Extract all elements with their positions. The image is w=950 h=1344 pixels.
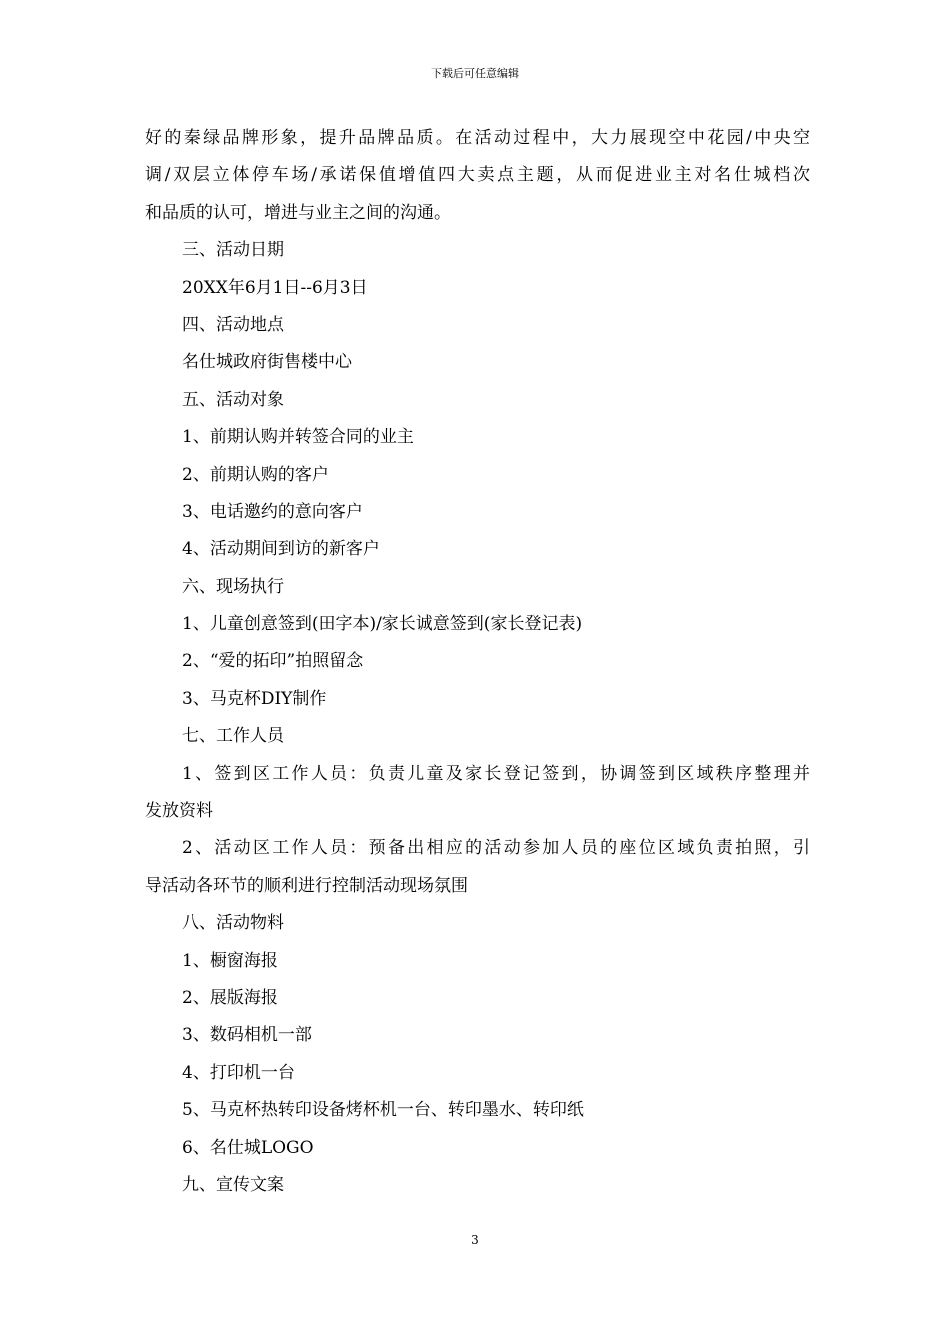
list-item: 1、前期认购并转签合同的业主 xyxy=(182,427,414,448)
page-header: 下载后可任意编辑 xyxy=(431,67,519,80)
list-item: 3、电话邀约的意向客户 xyxy=(182,501,363,522)
list-item: 6、名仕城LOGO xyxy=(182,1137,314,1158)
list-item: 3、马克杯DIY制作 xyxy=(182,688,327,709)
document-body xyxy=(145,120,810,1204)
list-item: 2、展版海报 xyxy=(182,987,278,1008)
list-item-continuation: 发放资料 xyxy=(145,801,213,822)
activity-location: 名仕城政府街售楼中心 xyxy=(182,352,352,373)
section-heading-location: 四、活动地点 xyxy=(182,314,284,335)
page-number: 3 xyxy=(471,1233,479,1247)
list-item: 5、马克杯热转印设备烤杯机一台、转印墨水、转印纸 xyxy=(182,1100,584,1121)
section-heading-execution: 六、现场执行 xyxy=(182,576,284,597)
section-heading-audience: 五、活动对象 xyxy=(182,389,284,410)
list-item: 2、“爱的拓印”拍照留念 xyxy=(182,651,364,672)
section-heading-date: 三、活动日期 xyxy=(182,240,284,261)
list-item: 4、打印机一台 xyxy=(182,1062,295,1083)
section-heading-materials: 八、活动物料 xyxy=(182,913,284,934)
section-heading-staff: 七、工作人员 xyxy=(182,726,284,747)
list-item-continuation: 导活动各环节的顺利进行控制活动现场氛围 xyxy=(145,875,468,896)
list-item: 1、签到区工作人员：负责儿童及家长登记签到，协调签到区域秩序整理并 xyxy=(182,763,810,784)
section-heading-copywriting: 九、宣传文案 xyxy=(182,1174,284,1195)
list-item: 2、活动区工作人员：预备出相应的活动参加人员的座位区域负责拍照，引 xyxy=(182,838,810,859)
list-item: 1、儿童创意签到(田字本)/家长诚意签到(家长登记表) xyxy=(182,614,583,635)
list-item: 3、数码相机一部 xyxy=(182,1025,312,1046)
paragraph-line: 调/双层立体停车场/承诺保值增值四大卖点主题，从而促进业主对名仕城档次 xyxy=(145,165,810,186)
paragraph-line: 和品质的认可，增进与业主之间的沟通。 xyxy=(145,202,451,223)
paragraph-line: 好的秦绿品牌形象，提升品牌品质。在活动过程中，大力展现空中花园/中央空 xyxy=(145,128,810,148)
activity-date: 20XX年6月1日--6月3日 xyxy=(182,277,368,298)
list-item: 1、橱窗海报 xyxy=(182,950,278,971)
list-item: 2、前期认购的客户 xyxy=(182,464,329,485)
list-item: 4、活动期间到访的新客户 xyxy=(182,539,380,560)
